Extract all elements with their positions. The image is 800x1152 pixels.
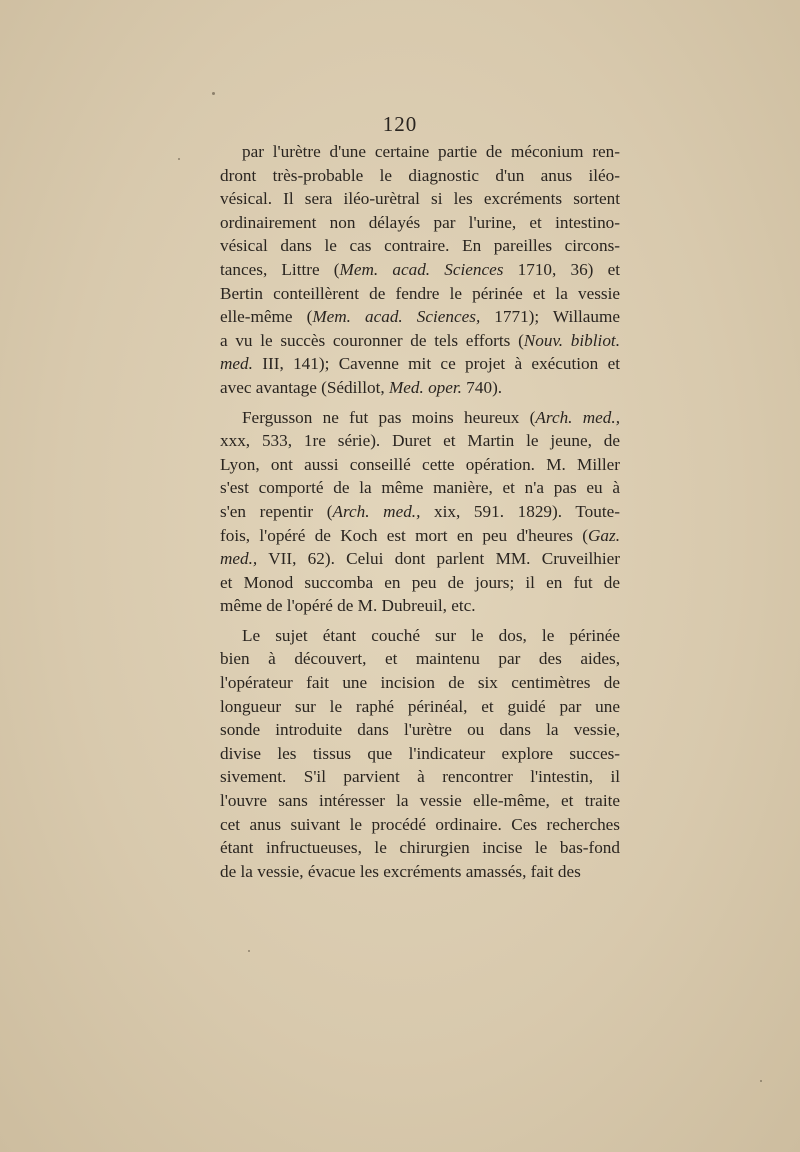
text-line: par l'urètre d'une certaine partie de méconium ren- — [242, 142, 620, 161]
text-line: cet anus suivant le procédé ordinaire. Ces recherches — [220, 814, 620, 834]
citation-italic: Mem. acad. Sciences, — [312, 307, 481, 327]
text-line: vésical dans le cas contraire. En pareilles circons- — [220, 236, 620, 256]
text-line: même de l'opéré de M. Dubreuil, etc. — [220, 596, 476, 616]
text-line: vésical. Il sera iléo-urètral si les excréments sortent — [220, 189, 620, 209]
paragraph-2 — [220, 406, 620, 618]
text-line: dront très-probable le diagnostic d'un anus iléo- — [220, 165, 620, 185]
citation-italic: Nouv. bibliot. — [523, 330, 620, 350]
text-line: ordinairement non délayés par l'urine, et intestino- — [220, 212, 620, 232]
paper-speck — [760, 1080, 762, 1082]
text-line: bien à découvert, et maintenu par des aides, — [220, 649, 620, 669]
text-line: Fergusson ne fut pas moins heureux (Arch. med., — [242, 407, 620, 427]
text-line: s'en repentir (Arch. med., xix, 591. 1829). Toute- — [220, 501, 620, 521]
page-number: 120 — [382, 112, 418, 136]
text-line: de la vessie, évacue les excréments amassés, fait des — [220, 861, 581, 881]
citation-italic: Mem. acad. Sciences — [339, 259, 504, 279]
text-line: tances, Littre (Mem. acad. Sciences 1710, 36) et — [220, 259, 620, 279]
text-line: longueur sur le raphé périnéal, et guidé par une — [220, 696, 620, 716]
text-line: étant infructueuses, le chirurgien incise le bas-fond — [220, 838, 620, 858]
paragraph-3 — [220, 624, 620, 884]
paper-speck — [178, 158, 180, 160]
citation-italic: Med. oper. — [388, 377, 462, 397]
text-line: sonde introduite dans l'urètre ou dans la vessie, — [220, 720, 620, 740]
paragraph-1 — [220, 140, 620, 400]
paper-speck — [248, 950, 250, 952]
text-line: divise les tissus que l'indicateur explore succes- — [220, 743, 620, 763]
text-line: et Monod succomba en peu de jours; il en fut de — [220, 572, 620, 592]
text-line: a vu le succès couronner de tels efforts (Nouv. bibliot. — [220, 330, 620, 350]
citation-italic: Gaz. — [588, 525, 620, 545]
citation-italic: med. — [220, 354, 253, 374]
citation-italic: Arch. med., — [535, 407, 620, 427]
citation-italic: Arch. med., — [332, 501, 421, 521]
text-line: xxx, 533, 1re série). Duret et Martin le jeune, de — [220, 431, 620, 451]
body-text — [220, 140, 620, 883]
text-line: sivement. S'il parvient à rencontrer l'intestin, il — [220, 767, 620, 787]
text-line: Bertin conteillèrent de fendre le périnée et la vessie — [220, 283, 620, 303]
text-line: l'ouvre sans intéresser la vessie elle-même, et traite — [220, 791, 620, 811]
text-line: avec avantage (Sédillot, Med. oper. 740). — [220, 377, 503, 397]
text-line: Lyon, ont aussi conseillé cette opération. M. Miller — [220, 454, 620, 474]
text-line: med. III, 141); Cavenne mit ce projet à exécution et — [220, 354, 620, 374]
text-line: Le sujet étant couché sur le dos, le périnée — [242, 625, 620, 645]
paper-speck — [212, 92, 215, 95]
citation-italic: med., — [220, 549, 258, 569]
text-line: elle-même (Mem. acad. Sciences, 1771); Willaume — [220, 307, 620, 327]
text-line: fois, l'opéré de Koch est mort en peu d'heures (Gaz. — [220, 525, 620, 545]
text-line: l'opérateur fait une incision de six centimètres de — [220, 673, 620, 693]
text-line: med., VII, 62). Celui dont parlent MM. Cruveilhier — [220, 549, 620, 569]
text-line: s'est comporté de la même manière, et n'a pas eu à — [220, 478, 620, 498]
